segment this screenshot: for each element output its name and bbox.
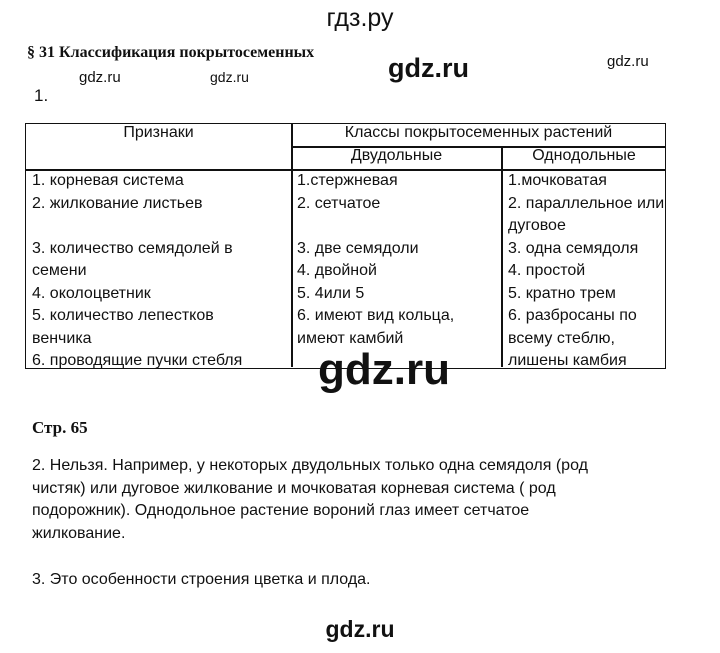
feature-line: семени — [32, 262, 87, 279]
header-dicots: Двудольные — [350, 147, 443, 164]
dicot-line: 4. двойной — [297, 262, 377, 279]
monocot-line: 6. разбросаны по — [508, 307, 637, 324]
monocot-line: всему стеблю, — [508, 329, 615, 347]
feature-line: 3. количество семядолей в — [32, 239, 233, 257]
monocot-line: 3. одна семядоля — [508, 239, 639, 257]
answer-2-line: чистяк) или дуговое жилкование и мочковатая корневая система ( род — [32, 479, 556, 497]
watermark-top-right: gdz.ru — [607, 53, 649, 70]
dicot-line: 5. 4или 5 — [297, 284, 365, 302]
dicot-line — [297, 215, 454, 238]
dicot-line: 6. имеют вид кольца, — [297, 307, 455, 324]
monocot-line: дуговое — [508, 217, 566, 234]
feature-line — [32, 215, 242, 238]
monocots-column — [508, 170, 664, 373]
watermark-center: gdz.ru — [318, 345, 450, 394]
site-title: гдз.ру — [326, 4, 394, 32]
task-number: 1. — [34, 86, 49, 105]
feature-line: 6. проводящие пучки стебля — [32, 352, 243, 369]
header-features: Признаки — [123, 124, 194, 141]
dicot-line: 1.стержневая — [297, 172, 398, 189]
watermark-bottom: gdz.ru — [325, 616, 395, 642]
header-monocots: Однодольные — [532, 147, 636, 164]
features-column — [32, 170, 242, 373]
dicots-column — [297, 170, 454, 350]
answer-3: 3. Это особенности строения цветка и плода. — [32, 571, 371, 588]
feature-line: 5. количество лепестков — [32, 307, 214, 324]
page-label: Стр. 65 — [32, 418, 88, 437]
watermark-top-left: gdz.ru — [79, 69, 121, 86]
table-divider-vertical-2 — [501, 146, 503, 367]
feature-line: 1. корневая система — [32, 172, 184, 189]
answer-2-line: подорожник). Однодольное растение вороний глаз имеет сетчатое — [32, 502, 530, 519]
answer-2 — [32, 455, 588, 545]
answer-2-line: жилкование. — [32, 524, 126, 542]
monocot-line: 5. кратно трем — [508, 284, 616, 302]
section-title: § 31 Классификация покрытосеменных — [27, 44, 315, 61]
dicot-line: 2. сетчатое — [297, 194, 381, 212]
classification-table — [25, 123, 666, 369]
answer-2-line: 2. Нельзя. Например, у некоторых двудольных только одна семядоля (род — [32, 457, 588, 474]
feature-line: 4. околоцветник — [32, 284, 151, 302]
dicot-line: имеют камбий — [297, 329, 404, 347]
header-classes: Классы покрытосеменных растений — [344, 124, 613, 141]
monocot-line: 4. простой — [508, 262, 586, 279]
dicot-line: 3. две семядоли — [297, 239, 419, 257]
monocot-line: лишены камбия — [508, 352, 627, 369]
watermark-top-left-2: gdz.ru — [210, 69, 249, 85]
monocot-line: 1.мочковатая — [508, 172, 607, 189]
feature-line: венчика — [32, 329, 92, 347]
feature-line: 2. жилкование листьев — [32, 194, 203, 212]
watermark-top-center: gdz.ru — [388, 53, 469, 83]
monocot-line: 2. параллельное или — [508, 194, 665, 212]
